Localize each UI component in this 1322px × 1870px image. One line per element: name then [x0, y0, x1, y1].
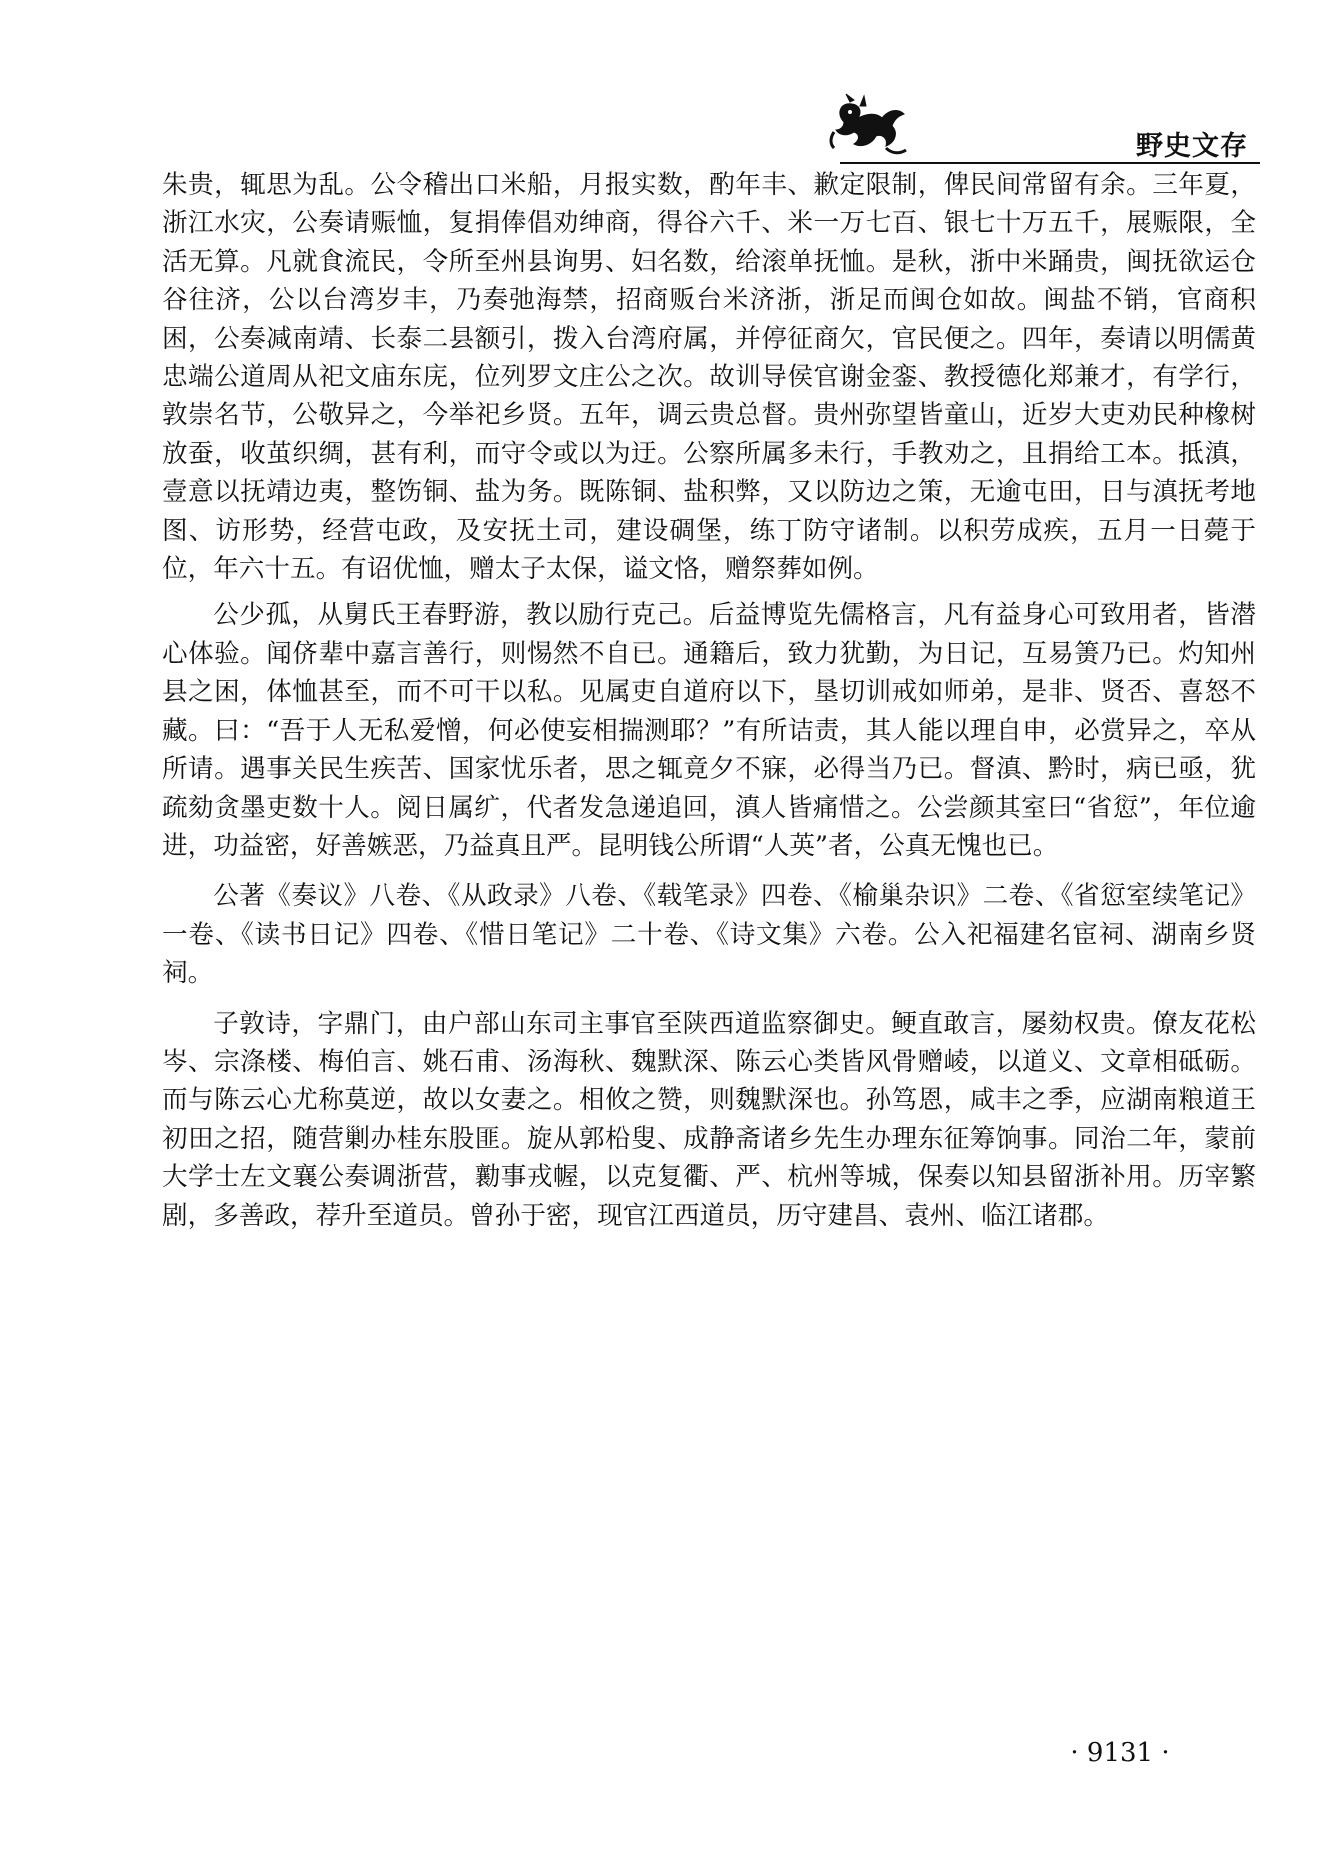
body-text [162, 166, 1256, 1235]
paragraph-4: 子敦诗，字鼎门，由户部山东司主事官至陕西道监察御史。鲠直敢言，屡劾权贵。僚友花松岑、宗涤楼、梅伯言、姚石甫、汤海秋、魏默深、陈云心类皆风骨赠崚，以道义、文章相砥砺。而与陈云心尤称莫逆，故以女妻之。相攸之赞，则魏默深也。孙笃恩，咸丰之季，应湖南粮道王初田之招，随营剿办桂东股匪。旋从郭柗叟、成静斋诸乡先生办理东征筹饷事。同治二年，蒙前大学士左文襄公奏调浙营，勷事戎幄，以克复衢、严、杭州等城，保奏以知县留浙补用。历宰繁剧，多善政，荐升至道员。曾孙于密，现官江西道员，历守建昌、袁州、临江诸郡。 [162, 1008, 1256, 1231]
dragon-logo-icon [826, 92, 914, 162]
page-number: · 9131 · [1070, 1738, 1170, 1768]
paragraph-3: 公著《奏议》八卷、《从政录》八卷、《载笔录》四卷、《榆巢杂识》二卷、《省愆室续笔记》一卷、《读书日记》四卷、《惜日笔记》二十卷、《诗文集》六卷。公入祀福建名宦祠、湖南乡贤祠。 [162, 881, 1256, 989]
paragraph-1: 朱贵，辄思为乱。公令稽出口米船，月报实数，酌年丰、歉定限制，俾民间常留有余。三年夏，浙江水灾，公奏请赈恤，复捐俸倡劝绅商，得谷六千、米一万七百、银七十万五千，展赈限，全活无算。凡就食流民，令所至州县询男、妇名数，给滚单抚恤。是秋，浙中米踊贵，闽抚欲运仓谷往济，公以台湾岁丰，乃奏弛海禁，招商贩台米济浙，浙足而闽仓如故。闽盐不销，官商积困，公奏减南靖、长泰二县额引，拨入台湾府属，并停征商欠，官民便之。四年，奏请以明儒黄忠端公道周从祀文庙东庑，位列罗文庄公之次。故训导侯官谢金銮、教授德化郑兼才，有学行，敦崇名节，公敬异之，今举祀乡贤。五年，调云贵总督。贵州弥望皆童山，近岁大吏劝民种橡树放蚕，收茧织绸，甚有利，而守令或以为迂。公察所属多未行，手教劝之，且捐给工本。抵滇，壹意以抚靖边夷，整饬铜、盐为务。既陈铜、盐积弊，又以防边之策，无逾屯田，日与滇抚考地图、访形势，经营屯政，及安抚土司，建设碉堡，练丁防守诸制。以积劳成疾，五月一日薨于位，年六十五。有诏优恤，赠太子太保，谥文恪，赠祭葬如例。 [162, 170, 1256, 585]
running-header [820, 92, 1260, 162]
paragraph-2: 公少孤，从舅氏王春野游，教以励行克己。后益博览先儒格言，凡有益身心可致用者，皆潜心体验。闻侪辈中嘉言善行，则惕然不自已。通籍后，致力犹勤，为日记，互易箦乃已。灼知州县之困，体恤甚至，而不可干以私。见属吏自道府以下，垦切训戒如师弟，是非、贤否、喜怒不藏。曰：“吾于人无私爱憎，何必使妄相揣测耶？”有所诘责，其人能以理自申，必赏异之，卒从所请。遇事关民生疾苦、国家忧乐者，思之辄竟夕不寐，必得当乃已。督滇、黔时，病已亟，犹疏劾贪墨吏数十人。阅日属纩，代者发急递追回，滇人皆痛惜之。公尝颜其室曰“省愆”，年位逾进，功益密，好善嫉恶，乃益真且严。昆明钱公所谓“人英”者，公真无愧也已。 [162, 600, 1256, 861]
header-title: 野史文存 [1136, 131, 1248, 162]
header-rule [840, 162, 1260, 164]
